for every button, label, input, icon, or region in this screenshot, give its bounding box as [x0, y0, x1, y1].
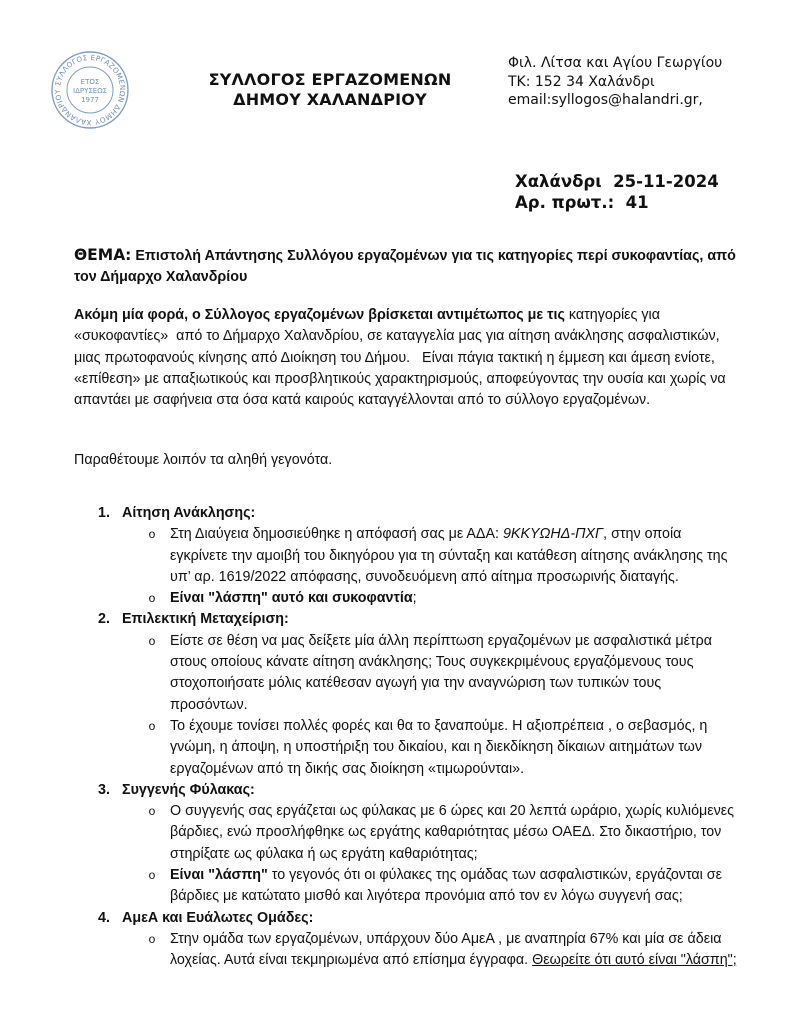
section-number: 2.: [98, 611, 110, 628]
subject-label: ΘΕΜΑ:: [74, 246, 132, 264]
section-heading: [98, 908, 738, 929]
bullet-circle-icon: o: [148, 718, 156, 733]
section-2: [98, 609, 738, 779]
bullet-circle-icon: o: [148, 868, 156, 883]
bullet-circle-icon: o: [148, 931, 156, 946]
date-line: Χαλάνδρι 25-11-2024: [515, 172, 719, 191]
address-block: [508, 54, 722, 110]
seal-ring-text: ΣΥΛΛΟΓΟΣ ΕΡΓΑΖΟΜΕΝΩΝ ΔΗΜΟΥ ΧΑΛΑΝΔΡΙΟΥ: [52, 52, 128, 128]
intro-bold: Ακόμη μία φορά, ο Σύλλογος εργαζομένων βρίσκεται αντιμέτωπος με τις: [74, 307, 565, 323]
section-1: [98, 503, 738, 609]
section-heading: [98, 503, 738, 524]
date-block: [515, 171, 719, 213]
section-title: Επιλεκτική Μεταχείριση:: [122, 611, 289, 628]
seal-line1: ΕΤΟΣ: [80, 78, 100, 86]
bullet-circle-icon: o: [148, 633, 156, 648]
subject: [74, 245, 744, 289]
underlined-question: Θεωρείτε ότι αυτό είναι "λάσπη";: [532, 952, 737, 969]
list-item: o Ο συγγενής σας εργάζεται ως φύλακας με 6 ώρες και 20 λεπτά ωράριο, χωρίς κυλιόμενες βάρδιες, ενώ προσλήφθηκε ως εργάτης καθαριότητας μέσω ΟΑΕΔ. Στο δικαστήριο, τον στηρίξατε ως φύλακα ή ως εργάτη καθαριότητας;: [98, 801, 738, 865]
address-postal: ΤΚ: 152 34 Χαλάνδρι: [508, 73, 655, 90]
organization-name: [200, 70, 460, 110]
section-title: Συγγενής Φύλακας:: [122, 781, 255, 798]
seal-line2: ΙΔΡΥΣΕΩΣ: [73, 87, 107, 95]
list-item: o Είναι "λάσπη" αυτό και συκοφαντία;: [98, 588, 738, 609]
intro-paragraph: [74, 305, 744, 411]
list-item: o Είστε σε θέση να μας δείξετε μία άλλη περίπτωση εργαζομένων με ασφαλιστικά μέτρα στους οποίους κάνατε αίτηση ανάκλησης; Τους συγκεκριμένους εργαζόμενους τους στοχοποιήσατε μόλις κατέθεσαν αγωγή για την αναγνώριση των τυπικών τους προσόντων.: [98, 631, 738, 716]
list-item: o Είναι "λάσπη" το γεγονός ότι οι φύλακες της ομάδας των ασφαλιστικών, εργάζονται σε βάρδιες με κατώτατο μισθό και λιγότερα προνόμια από τον εν λόγω συγγενή σας;: [98, 865, 738, 908]
facts-intro: Παραθέτουμε λοιπόν τα αληθή γεγονότα.: [74, 452, 333, 468]
address-email: email:syllogos@halandri.gr,: [508, 92, 703, 108]
section-4: [98, 908, 738, 972]
section-heading: [98, 609, 738, 630]
bullet-circle-icon: o: [148, 804, 156, 819]
section-heading: [98, 780, 738, 801]
section-title: ΑμεΑ και Ευάλωτες Ομάδες:: [122, 909, 314, 926]
seal-line3: 1977: [81, 96, 99, 104]
list-item: o Το έχουμε τονίσει πολλές φορές και θα το ξαναπούμε. Η αξιοπρέπεια , ο σεβασμός, η γνώμη, η άποψη, η υποστήριξη του δικαίου, και η διεκδίκηση δίκαιων αιτημάτων των εργαζομένων από τη δικής σας διοίκηση «τιμωρούνται».: [98, 716, 738, 780]
section-number: 3.: [98, 781, 110, 798]
address-street: Φιλ. Λίτσα και Αγίου Γεωργίου: [508, 55, 723, 71]
section-number: 1.: [98, 505, 110, 521]
seal-icon: [50, 50, 130, 130]
bullet-circle-icon: o: [148, 591, 156, 606]
list-item: o Στην ομάδα των εργαζομένων, υπάρχουν δύο ΑμεΑ , με αναπηρία 67% και μία σε άδεια λοχείας. Αυτά είναι τεκμηριωμένα από επίσημα έγγραφα. Θεωρείτε ότι αυτό είναι "λάσπη";: [98, 929, 738, 972]
subject-text: Επιστολή Απάντησης Συλλόγου εργαζομένων για τις κατηγορίες περί συκοφαντίας, από τον Δήμαρχο Χαλανδρίου: [74, 248, 736, 286]
list-item: o Στη Διαύγεια δημοσιεύθηκε η απόφασή σας με ΑΔΑ: 9ΚΚΥΩΗΔ-ΠΧΓ, στην οποία εγκρίνετε την αμοιβή του δικηγόρου για τη σύνταξη και κατάθεση αίτησης ανάκλησης της υπ’ αρ. 1619/2022 απόφασης, συνοδευόμενη από αίτημα προσωρινής διαταγής.: [98, 524, 738, 588]
facts-list: [98, 503, 738, 972]
section-number: 4.: [98, 909, 110, 926]
intro-text: κατηγορίες για «συκοφαντίες» από το Δήμαρχο Χαλανδρίου, σε καταγγελία μας για αίτηση ανάκλησης ασφαλιστικών, μιας πρωτοφανούς κίνησης από Διοίκηση του Δήμου. Είναι πάγια τακτική η έμμεση και άμεση ενίοτε, «επίθεση» με απαξιωτικούς και προσβλητικούς χαρακτηρισμούς, αποφεύγοντας την ουσία και χωρίς να απαντάει με σαφήνεια στα όσα κατά καιρούς καταγγέλλονται από το σύλλογο εργαζομένων.: [74, 307, 730, 409]
org-line-2: ΔΗΜΟΥ ΧΑΛΑΝΔΡΙΟΥ: [233, 90, 427, 109]
section-title: Αίτηση Ανάκλησης:: [122, 505, 256, 521]
protocol-number: Αρ. πρωτ.: 41: [515, 193, 649, 212]
ada-code: 9ΚΚΥΩΗΔ-ΠΧΓ: [502, 526, 604, 543]
org-line-1: ΣΥΛΛΟΓΟΣ ΕΡΓΑΖΟΜΕΝΩΝ: [208, 70, 452, 89]
bullet-circle-icon: o: [148, 527, 156, 542]
section-3: [98, 780, 738, 908]
union-seal: [50, 50, 130, 130]
